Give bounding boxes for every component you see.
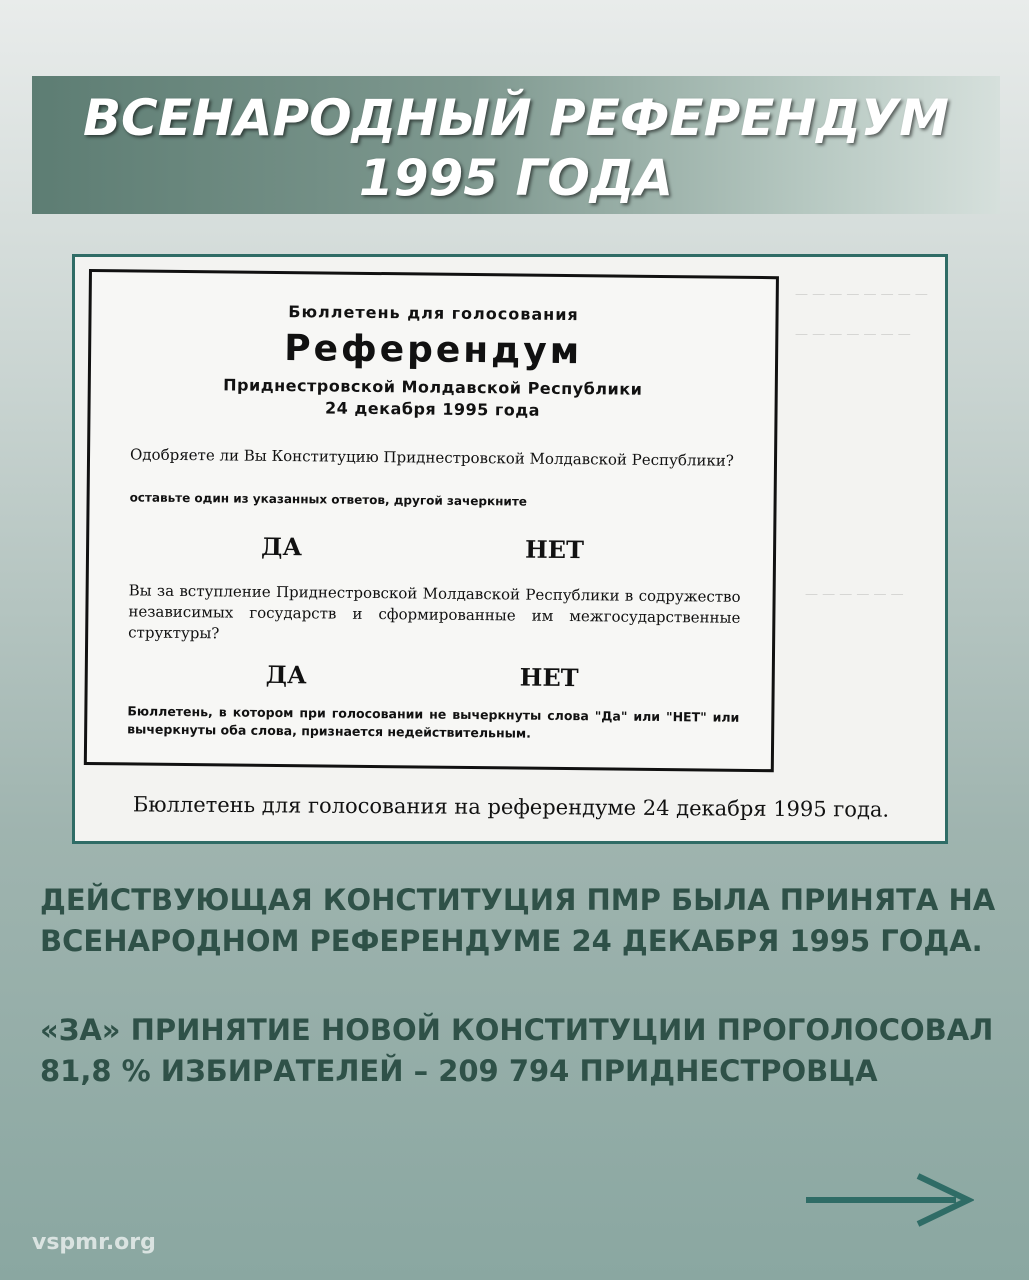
ballot-title: Референдум (283, 328, 583, 373)
constitution-paragraph: ДЕЙСТВУЮЩАЯ КОНСТИТУЦИЯ ПМР БЫЛА ПРИНЯТА НА ВСЕНАРОДНОМ РЕФЕРЕНДУМЕ 24 ДЕКАБРЯ 1995 ГОДА. (40, 883, 996, 958)
ballot-photo: — — — — — — — — — — — — — — — — — — — — — Бюллетень для голосования Референдум Приднестровской Молдавской Республики 24 декабря 1995 года Одобряете ли Вы Конституцию Приднестровской Молдавской Республики? оставьте один из указанных ответов, другой зачеркните ДА НЕТ Вы за вступление Приднестровской Молдавской Республики в содружество независимых государств и сформированные им межгосударственные структуры? ДА НЕТ Бюллетень, в котором при голосовании не вычеркнуты слова "Да" или "НЕТ" или вычеркнуты оба слова, признается недействительным. Бюллетень для голосования на референдуме 24 декабря 1995 года. (72, 254, 948, 844)
ballot-instruction: оставьте один из указанных ответов, другой зачеркните (129, 490, 528, 509)
ballot-heading: Бюллетень для голосования (288, 302, 579, 325)
ballot-republic: Приднестровской Молдавской Республики (223, 375, 643, 399)
title-banner (32, 76, 1000, 214)
ballot-sheet (84, 269, 779, 772)
photo-caption: Бюллетень для голосования на референдуме 24 декабря 1995 года. (132, 792, 890, 822)
ballot-date: 24 декабря 1995 года (325, 398, 541, 420)
ballot-question-1: Одобряете ли Вы Конституцию Приднестровской Молдавской Республики? (129, 445, 734, 470)
answer-yes-1: ДА (260, 531, 303, 562)
answer-no-2: НЕТ (519, 662, 579, 693)
answer-no-1: НЕТ (524, 534, 585, 565)
arrow-right-icon[interactable] (806, 1172, 974, 1228)
page-title-line-2: 1995 ГОДА (358, 149, 674, 207)
site-watermark: vspmr.org (32, 1230, 156, 1255)
answer-yes-2: ДА (265, 659, 307, 690)
ballot-question-2: Вы за вступление Приднестровской Молдавской Республики в содружество независимых государств и сформированные им межгосударственные структуры? (128, 581, 741, 643)
bleed-through-texture: — — — — — — — — (795, 287, 928, 302)
vote-result-paragraph: «ЗА» ПРИНЯТИЕ НОВОЙ КОНСТИТУЦИИ ПРОГОЛОСОВАЛ 81,8 % ИЗБИРАТЕЛЕЙ – 209 794 ПРИДНЕСТРОВЦА (40, 1013, 994, 1088)
page-title-line-1: ВСЕНАРОДНЫЙ РЕФЕРЕНДУМ (82, 89, 950, 147)
ballot-note: Бюллетень, в котором при голосовании не вычеркнуты слова "Да" или "НЕТ" или вычеркнуты оба слова, признается недействительным. (127, 703, 740, 741)
